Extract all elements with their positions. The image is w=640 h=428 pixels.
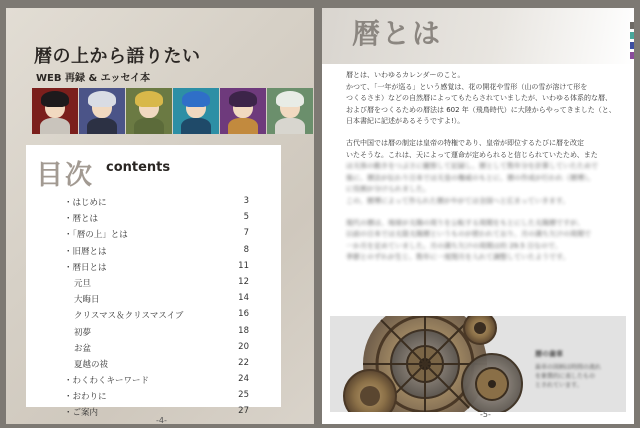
toc-entry	[26, 226, 281, 242]
book-title: 暦の上から語りたい	[34, 46, 201, 67]
toc-entry	[26, 210, 281, 226]
toc-entry	[26, 372, 281, 388]
color-swatches	[630, 22, 634, 62]
text-line: 現代の暦は、地球が太陽の周りを公転する周期をもとにした太陽暦ですが、	[346, 218, 584, 227]
text-line: 暦とは、いわゆるカレンダーのこと。	[346, 71, 465, 79]
left-page	[6, 8, 314, 424]
toc-entry-label: 大晦日	[74, 295, 100, 306]
text-line: 日本書紀に記述があるそうですよ!）。	[346, 117, 465, 126]
toc-entry-label: クリスマス＆クリスマスイブ	[74, 311, 184, 322]
toc-entry-page: 11	[238, 260, 249, 271]
text-line: 一か月を定めていました。月の満ち欠けの周期は約 29.5 日なので、	[346, 241, 562, 250]
gear-illustration	[330, 316, 626, 412]
text-line: は天体の動きをつぶさに観察して記録し、暦として数年分を計算していたためで	[346, 162, 598, 171]
toc-entry	[26, 324, 281, 340]
toc-entry-page: 18	[238, 325, 249, 336]
text-line: 後に、暦法が伝わり日本では天皇の権威のもとに、暦の作成が行われ（暦博）。	[346, 173, 595, 182]
character-white-hair-icon	[267, 88, 313, 134]
toc-entry-page: 16	[238, 309, 249, 320]
text-line: この、暦博によって作られた暦がやがては全国へと広まっていきます。	[346, 196, 570, 205]
toc-heading-english: contents	[106, 160, 171, 175]
caption-text	[535, 363, 620, 390]
character-dark-hair-red-scarf-icon	[32, 88, 78, 134]
text-line: 以前の日本では太陰太陽暦というものが使われており、月の満ち欠けの周期で	[346, 230, 591, 239]
toc-list	[26, 194, 281, 421]
toc-entry-page: 24	[238, 374, 249, 385]
text-line: および暦をつくるための暦法は 602 年（飛鳥時代）に大陸からやってきました（と、	[346, 105, 616, 114]
color-swatch	[630, 32, 634, 39]
text-line: に役割が分けられました。	[346, 185, 430, 194]
paragraph-intro	[346, 70, 624, 128]
book-subtitle: WEB 再録 & エッセイ本	[36, 73, 151, 84]
toc-entry	[26, 275, 281, 291]
toc-entry-page: 22	[238, 357, 249, 368]
page-number-right: -5-	[480, 410, 491, 419]
toc-entry-label: ・暦とは	[64, 214, 99, 225]
toc-entry	[26, 404, 281, 420]
section-heading: 暦とは	[352, 17, 443, 50]
toc-entry	[26, 388, 281, 404]
article-body	[346, 70, 624, 274]
toc-entry-page: 8	[243, 244, 249, 255]
text-line: 歯車の図柄は時間の流れ	[535, 364, 602, 371]
toc-entry-page: 14	[238, 293, 249, 304]
toc-entry-label: ・わくわくキーワード	[64, 376, 150, 387]
character-strip	[32, 88, 313, 134]
text-line: とされています。	[535, 382, 583, 389]
character-silver-hair-icon	[79, 88, 125, 134]
toc-entry	[26, 340, 281, 356]
table-of-contents	[26, 145, 281, 419]
character-blond-hair-icon	[126, 88, 172, 134]
heading-band	[322, 8, 634, 64]
toc-entry	[26, 307, 281, 323]
toc-entry-label: 初夢	[74, 327, 92, 338]
toc-entry	[26, 356, 281, 372]
color-swatch	[630, 22, 634, 29]
toc-heading-kanji: 目次	[36, 160, 94, 191]
toc-entry-label: お盆	[74, 343, 92, 354]
color-swatch	[630, 42, 634, 49]
character-purple-hair-icon	[220, 88, 266, 134]
character-blue-hair-icon	[173, 88, 219, 134]
toc-entry	[26, 291, 281, 307]
caption-title: 暦の歯車	[535, 350, 563, 358]
toc-entry-label: 元旦	[74, 278, 92, 289]
text-line: かつて、「一年が巡る」という感覚は、花の開花や雪形（山の雪が溶けて形を	[346, 82, 588, 91]
text-line: いたそうな。これは、天によって運命が定められると信じられていたため、また	[346, 150, 598, 159]
toc-entry-label: ・はじめに	[64, 198, 107, 208]
toc-entry-label: ・暦日とは	[64, 262, 107, 273]
paragraph-calendar	[346, 218, 624, 264]
toc-entry-label: ・ご案内	[64, 408, 99, 419]
toc-entry-label: 夏越の祓	[74, 359, 109, 370]
toc-entry-page: 12	[238, 276, 249, 287]
toc-entry-label: ・「暦の上」とは	[64, 230, 128, 241]
right-page	[322, 8, 634, 424]
illustration-caption	[535, 350, 620, 390]
page-number-left: -4-	[156, 416, 167, 424]
toc-entry-page: 3	[243, 196, 249, 206]
toc-entry	[26, 259, 281, 275]
toc-entry-page: 5	[243, 212, 249, 223]
text-line: つくるさま）などの自然暦によってもたらされていましたが、いわゆる体系的な暦、	[346, 94, 612, 103]
toc-entry-label: ・おわりに	[64, 392, 107, 403]
color-swatch	[630, 52, 634, 59]
toc-entry-label: ・旧暦とは	[64, 246, 107, 257]
toc-entry	[26, 243, 281, 259]
toc-entry-page: 7	[243, 228, 249, 239]
toc-entry-page: 25	[238, 390, 249, 401]
text-line: 古代中国では暦の制定は皇帝の特権であり、皇帝が即位するたびに暦を改定	[346, 138, 584, 147]
text-line: を象徴的に表したもの	[535, 373, 596, 380]
text-line: 季節とのずれが生じ、数年に一度閏月を入れて調整していたようです。	[346, 253, 570, 262]
toc-entry-page: 27	[238, 406, 249, 417]
toc-entry-page: 20	[238, 341, 249, 352]
paragraph-history	[346, 138, 624, 208]
toc-entry	[26, 194, 281, 210]
